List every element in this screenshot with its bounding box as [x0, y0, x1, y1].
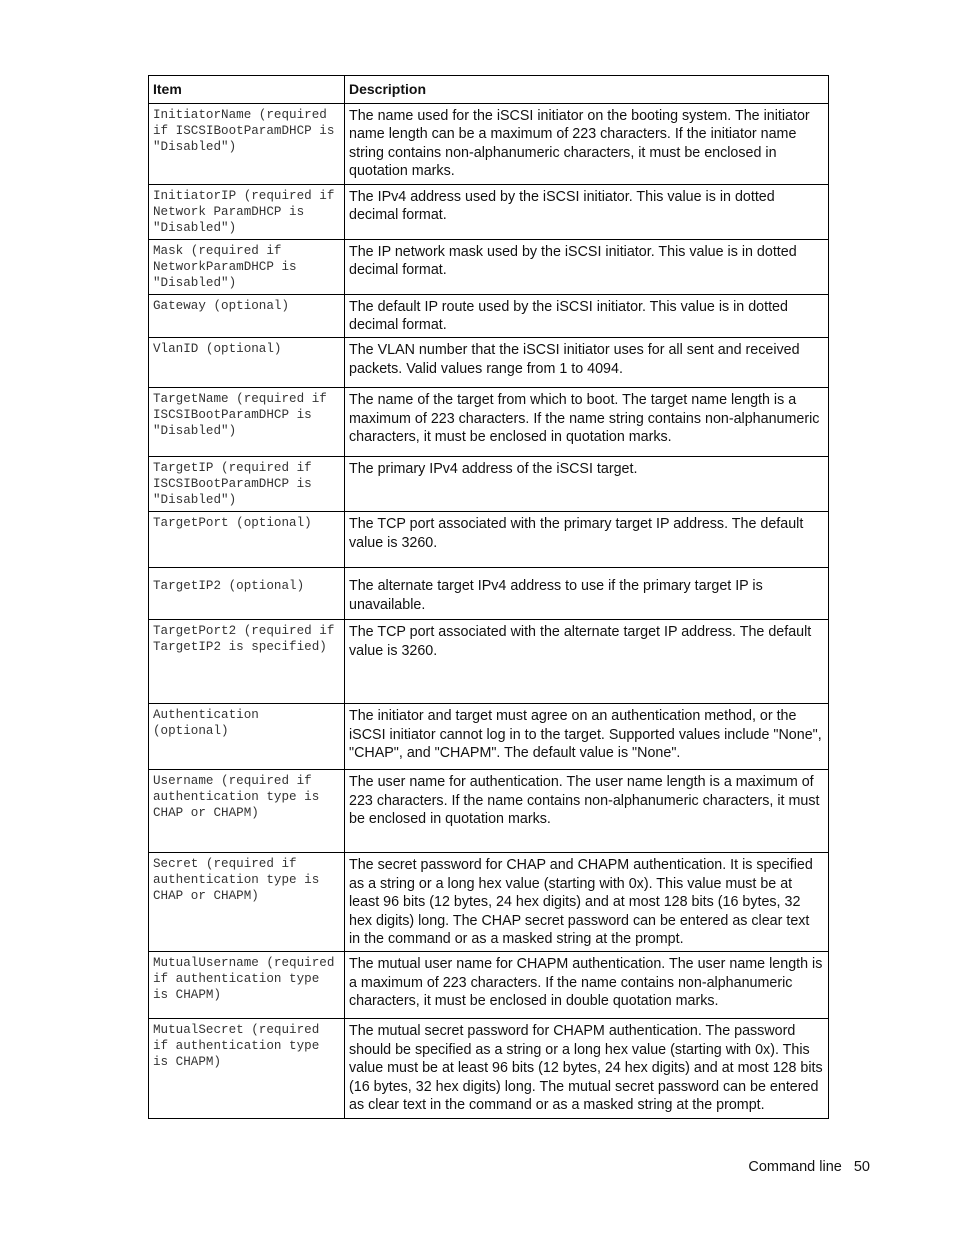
item-cell: MutualSecret (required if authentication type is CHAPM) — [149, 1019, 345, 1118]
description-cell: The name used for the iSCSI initiator on the booting system. The initiator name length can be a maximum of 223 characters. If the initiator name string contains non-alphanumeric characters, it must be enclosed in quotation marks. — [345, 104, 829, 185]
table-row — [149, 294, 829, 338]
description-cell: The initiator and target must agree on an authentication method, or the iSCSI initiator cannot log in to the target. Supported values include "None", "CHAP", and "CHAPM". The default value is "None". — [345, 704, 829, 770]
table-row — [149, 770, 829, 853]
description-cell: The user name for authentication. The user name length is a maximum of 223 characters. If the name contains non-alphanumeric characters, it must be enclosed in quotation marks. — [345, 770, 829, 853]
table-row — [149, 104, 829, 185]
description-cell: The secret password for CHAP and CHAPM authentication. It is specified as a string or a long hex value (starting with 0x). This value must be at least 96 bits (12 bytes, 24 hex digits) and at most 128 bits (16 bytes, 32 hex digits) long. The CHAP secret password can be entered as clear text in the command or as a masked string at the prompt. — [345, 853, 829, 952]
table-row — [149, 1019, 829, 1118]
page-footer — [748, 1159, 870, 1175]
description-cell: The alternate target IPv4 address to use if the primary target IP is unavailable. — [345, 568, 829, 620]
item-cell: Authentication (optional) — [149, 704, 345, 770]
table-row — [149, 457, 829, 512]
table-row — [149, 568, 829, 620]
item-cell: Mask (required if NetworkParamDHCP is "Disabled") — [149, 239, 345, 294]
description-cell: The mutual secret password for CHAPM authentication. The password should be specified as a string or a long hex value (starting with 0x). This value must be at least 96 bits (12 bytes, 24 hex digits) and at most 128 bits (16 bytes, 32 hex digits) long. The mutual secret password can be entered as clear text in the command or as a masked string at the prompt. — [345, 1019, 829, 1118]
page-number: 50 — [853, 1159, 870, 1175]
table-row — [149, 338, 829, 388]
description-cell: The primary IPv4 address of the iSCSI target. — [345, 457, 829, 512]
item-cell: InitiatorName (required if ISCSIBootParamDHCP is "Disabled") — [149, 104, 345, 185]
table-row — [149, 239, 829, 294]
item-cell: VlanID (optional) — [149, 338, 345, 388]
table-row — [149, 388, 829, 457]
item-cell: TargetIP (required if ISCSIBootParamDHCP is "Disabled") — [149, 457, 345, 512]
parameter-table — [148, 75, 829, 1119]
table-header-row — [149, 76, 829, 104]
description-cell: The name of the target from which to boot. The target name length is a maximum of 223 characters. If the name string contains non-alphanumeric characters, it must be enclosed in quotation marks. — [345, 388, 829, 457]
item-cell: Username (required if authentication type is CHAP or CHAPM) — [149, 770, 345, 853]
header-item: Item — [149, 76, 345, 104]
table-row — [149, 952, 829, 1019]
table-row — [149, 620, 829, 704]
description-cell: The TCP port associated with the primary target IP address. The default value is 3260. — [345, 512, 829, 568]
item-cell: MutualUsername (required if authentication type is CHAPM) — [149, 952, 345, 1019]
item-cell: TargetPort (optional) — [149, 512, 345, 568]
item-cell: TargetPort2 (required if TargetIP2 is specified) — [149, 620, 345, 704]
description-cell: The VLAN number that the iSCSI initiator uses for all sent and received packets. Valid values range from 1 to 4094. — [345, 338, 829, 388]
table-row — [149, 512, 829, 568]
item-cell: TargetName (required if ISCSIBootParamDHCP is "Disabled") — [149, 388, 345, 457]
description-cell: The IP network mask used by the iSCSI initiator. This value is in dotted decimal format. — [345, 239, 829, 294]
description-cell: The TCP port associated with the alternate target IP address. The default value is 3260. — [345, 620, 829, 704]
item-cell: Secret (required if authentication type is CHAP or CHAPM) — [149, 853, 345, 952]
description-cell: The mutual user name for CHAPM authentication. The user name length is a maximum of 223 characters. If the name contains non-alphanumeric characters, it must be enclosed in double quotation marks. — [345, 952, 829, 1019]
footer-section-title: Command line — [748, 1159, 842, 1175]
table-row — [149, 704, 829, 770]
table-row — [149, 853, 829, 952]
description-cell: The default IP route used by the iSCSI initiator. This value is in dotted decimal format. — [345, 294, 829, 338]
item-cell: TargetIP2 (optional) — [149, 568, 345, 620]
table-row — [149, 184, 829, 239]
item-cell: Gateway (optional) — [149, 294, 345, 338]
item-cell: InitiatorIP (required if Network ParamDHCP is "Disabled") — [149, 184, 345, 239]
description-cell: The IPv4 address used by the iSCSI initiator. This value is in dotted decimal format. — [345, 184, 829, 239]
header-description: Description — [345, 76, 829, 104]
